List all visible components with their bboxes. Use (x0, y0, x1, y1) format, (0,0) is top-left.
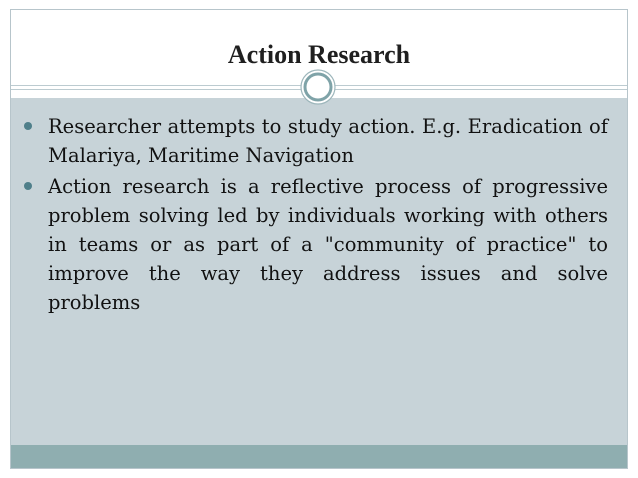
bullet-icon (24, 122, 32, 130)
bullet-text: Researcher attempts to study action. E.g. Eradication of Malariya, Maritime Navigation (48, 115, 608, 167)
bullet-item (24, 172, 608, 317)
bullet-text: Action research is a reflective process of progressive problem solving led by individuals working with others in teams or as part of a "community of practice" to improve the way they address issues and solve problems (48, 175, 608, 314)
bullet-icon (24, 182, 32, 190)
ring-ornament-icon (300, 69, 336, 105)
bullet-list (24, 112, 608, 319)
bullet-item (24, 112, 608, 170)
slide-title: Action Research (227, 40, 411, 69)
footer-band (11, 445, 627, 468)
